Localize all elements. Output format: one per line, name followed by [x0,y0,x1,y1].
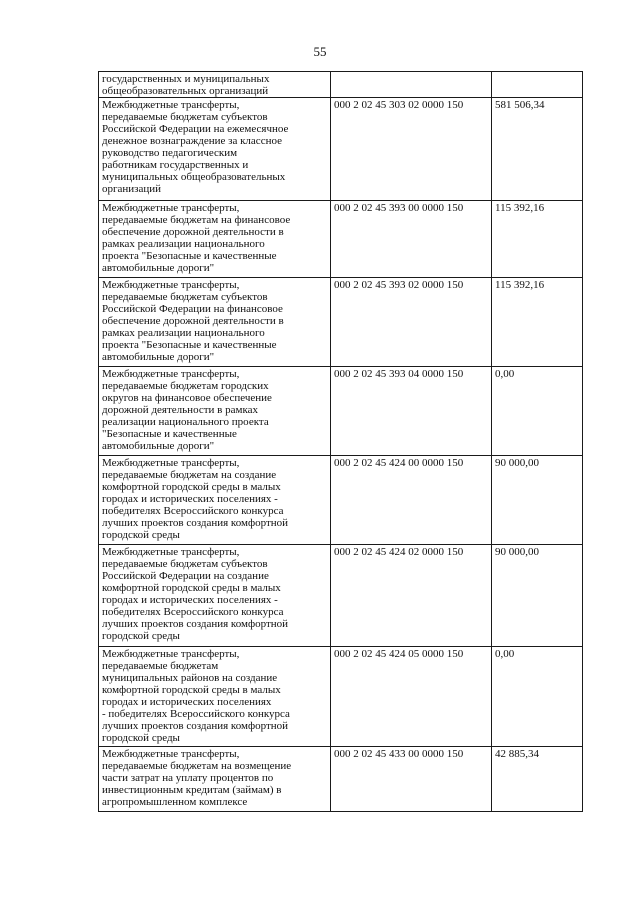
table-row [99,98,583,201]
table-row [99,72,583,98]
transfer-description: государственных и муниципальных общеобразовательных организаций [99,72,331,98]
transfer-description: Межбюджетные трансферты, передаваемые бюджетам городских округов на финансовое обеспечение дорожной деятельности в рамках реализации национального проекта "Безопасные и качественные автомобильные дороги" [99,367,331,456]
budget-classification-code: 000 2 02 45 424 00 0000 150 [331,456,492,545]
budget-classification-code: 000 2 02 45 424 05 0000 150 [331,647,492,747]
table-row [99,647,583,747]
table-row [99,201,583,278]
budget-classification-code: 000 2 02 45 393 04 0000 150 [331,367,492,456]
transfer-amount: 0,00 [492,647,583,747]
transfer-amount: 115 392,16 [492,201,583,278]
transfer-description: Межбюджетные трансферты, передаваемые бюджетам субъектов Российской Федерации на финансовое обеспечение дорожной деятельности в рамках реализации национального проекта "Безопасные и качественные автомобильные дороги" [99,278,331,367]
budget-classification-code: 000 2 02 45 424 02 0000 150 [331,545,492,647]
transfer-description: Межбюджетные трансферты, передаваемые бюджетам на возмещение части затрат на уплату процентов по инвестиционным кредитам (займам) в агропромышленном комплексе [99,747,331,812]
budget-transfers-table [98,71,583,812]
table-row [99,747,583,812]
transfer-description: Межбюджетные трансферты, передаваемые бюджетам муниципальных районов на создание комфортной городской среды в малых городах и исторических поселениях - победителях Всероссийского конкурса лучших проектов создания комфортной городской среды [99,647,331,747]
transfer-description: Межбюджетные трансферты, передаваемые бюджетам на финансовое обеспечение дорожной деятельности в рамках реализации национального проекта "Безопасные и качественные автомобильные дороги" [99,201,331,278]
table-row [99,545,583,647]
budget-classification-code: 000 2 02 45 393 02 0000 150 [331,278,492,367]
budget-classification-code: 000 2 02 45 303 02 0000 150 [331,98,492,201]
budget-classification-code: 000 2 02 45 433 00 0000 150 [331,747,492,812]
budget-classification-code [331,72,492,98]
transfer-amount: 0,00 [492,367,583,456]
transfer-description: Межбюджетные трансферты, передаваемые бюджетам на создание комфортной городской среды в малых городах и исторических поселениях - победителях Всероссийского конкурса лучших проектов создания комфортной городской среды [99,456,331,545]
transfer-description: Межбюджетные трансферты, передаваемые бюджетам субъектов Российской Федерации на ежемесячное денежное вознаграждение за классное руководство педагогическим работникам государственных и муниципальных общеобразовательных организаций [99,98,331,201]
table-row [99,278,583,367]
transfer-amount [492,72,583,98]
transfer-amount: 90 000,00 [492,545,583,647]
table-row [99,456,583,545]
page-number: 55 [313,44,327,59]
table-row [99,367,583,456]
transfer-amount: 90 000,00 [492,456,583,545]
transfer-amount: 42 885,34 [492,747,583,812]
transfer-amount: 581 506,34 [492,98,583,201]
transfer-amount: 115 392,16 [492,278,583,367]
transfer-description: Межбюджетные трансферты, передаваемые бюджетам субъектов Российской Федерации на создание комфортной городской среды в малых городах и исторических поселениях - победителях Всероссийского конкурса лучших проектов создания комфортной городской среды [99,545,331,647]
budget-classification-code: 000 2 02 45 393 00 0000 150 [331,201,492,278]
